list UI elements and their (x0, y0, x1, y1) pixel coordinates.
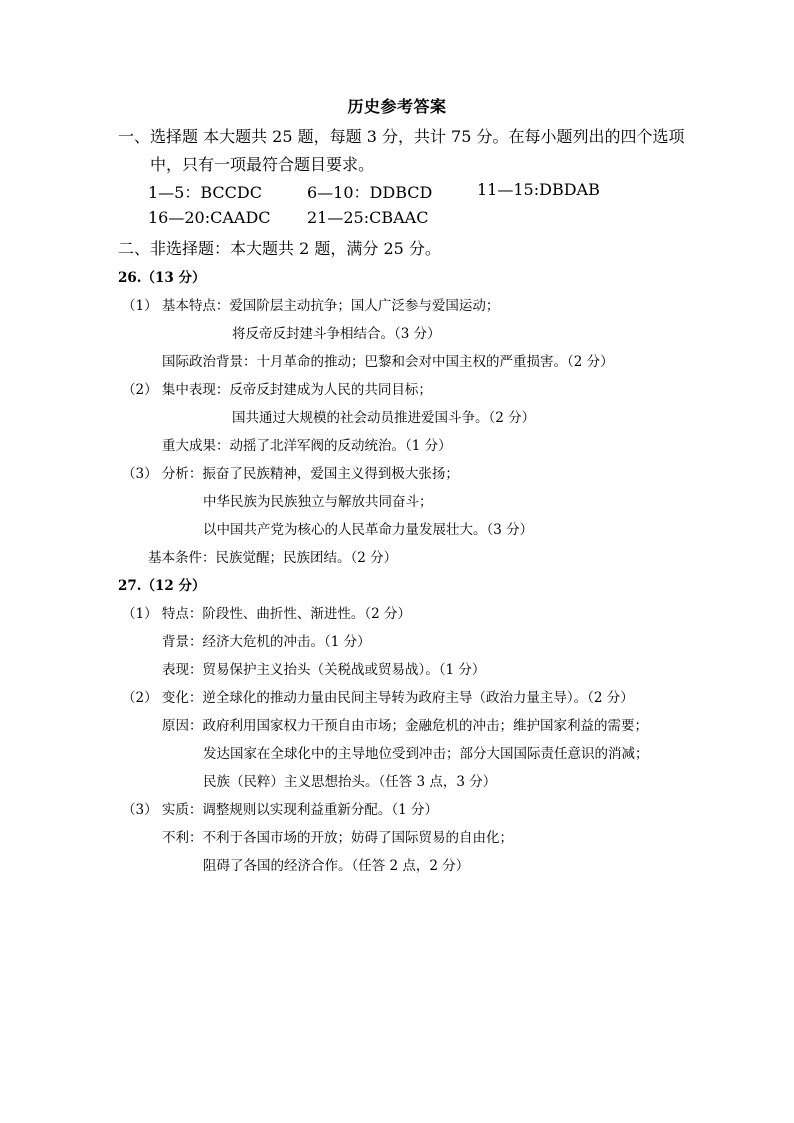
q27-line: 不利：不利于各国市场的开放；妨碍了国际贸易的自由化； (162, 830, 513, 846)
answer-16-20: 16—20:CAADC (148, 208, 271, 227)
q26-line: （2） 集中表现：反帝反封建成为人民的共同目标； (122, 382, 432, 398)
q26-line: 国共通过大规模的社会动员推进爱国斗争。（2 分） (232, 410, 536, 426)
page-title: 历史参考答案 (347, 97, 447, 116)
q26-line: 基本条件：民族觉醒；民族团结。（2 分） (148, 550, 398, 566)
q27-line: 民族（民粹）主义思想抬头。（任答 3 点，3 分） (203, 774, 497, 790)
q26-line: 将反帝反封建斗争相结合。（3 分） (232, 326, 441, 342)
q26-line: 中华民族为民族独立与解放共同奋斗； (203, 494, 433, 510)
q27-line: （1） 特点：阶段性、曲折性、渐进性。（2 分） (122, 606, 412, 622)
q26-line: （1） 基本特点：爱国阶层主动抗争；国人广泛参与爱国运动； (122, 298, 500, 314)
q27-line: 背景：经济大危机的冲击。（1 分） (162, 634, 371, 650)
answer-1-5: 1—5：BCCDC (148, 183, 262, 202)
q27-line: （3） 实质：调整规则以实现利益重新分配。（1 分） (122, 802, 439, 818)
part1-heading-line2: 中，只有一项最符合题目要求。 (150, 155, 375, 174)
answer-21-25: 21—25:CBAAC (307, 208, 429, 227)
part2-heading: 二、非选择题：本大题共 2 题，满分 25 分。 (118, 239, 441, 258)
q26-line: 重大成果：动摇了北洋军阀的反动统治。（1 分） (162, 438, 452, 454)
q27-line: 发达国家在全球化中的主导地位受到冲击；部分大国国际责任意识的消减； (203, 746, 649, 762)
q26-line: （3） 分析：振奋了民族精神，爱国主义得到极大张扬； (122, 466, 459, 482)
q27-line: 原因：政府利用国家权力干预自由市场；金融危机的冲击；维护国家利益的需要； (162, 718, 648, 734)
part1-heading-line1: 一、选择题 本大题共 25 题，每题 3 分，共计 75 分。在每小题列出的四个选项 (118, 127, 685, 146)
q27-heading: 27.（12 分） (118, 578, 206, 594)
q27-line: 表现：贸易保护主义抬头（关税战或贸易战）。（1 分） (162, 662, 486, 678)
q26-line: 国际政治背景：十月革命的推动；巴黎和会对中国主权的严重损害。（2 分） (162, 354, 614, 370)
q26-heading: 26.（13 分） (118, 270, 206, 286)
answer-11-15: 11—15:DBDAB (477, 180, 600, 199)
answer-6-10: 6—10：DDBCD (307, 183, 433, 202)
q26-line: 以中国共产党为核心的人民革命力量发展壮大。（3 分） (203, 522, 534, 538)
q27-line: （2） 变化：逆全球化的推动力量由民间主导转为政府主导（政治力量主导）。（2 分） (122, 690, 634, 706)
q27-line: 阻碍了各国的经济合作。（任答 2 点，2 分） (203, 858, 470, 874)
